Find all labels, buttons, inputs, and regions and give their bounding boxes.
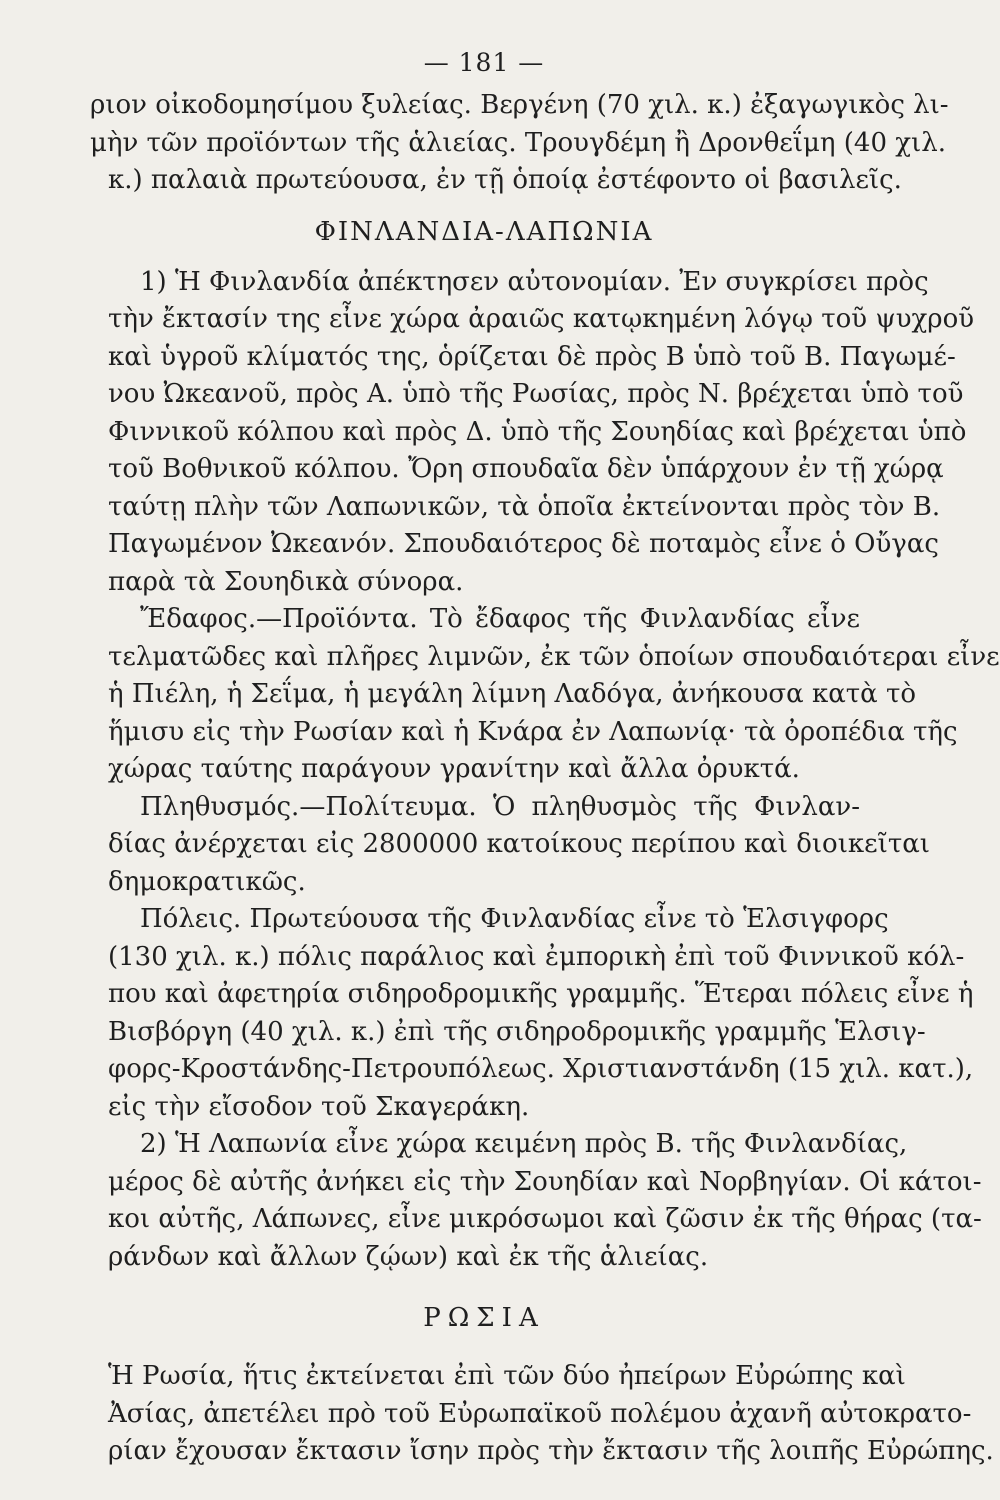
text-line: εἰς τὴν εἴσοδον τοῦ Σκαγεράκη. <box>108 1091 530 1122</box>
text-line: μέρος δὲ αὐτῆς ἀνήκει εἰς τὴν Σουηδίαν καὶ Νορβηγίαν. Οἱ κάτοι- <box>108 1166 982 1197</box>
text-line: ράνδων καὶ ἄλλων ζῴων) καὶ ἐκ τῆς ἁλιείας. <box>108 1241 709 1272</box>
text-line: δίας ἀνέρχεται εἰς 2800000 κατοίκους περίπου καὶ διοικεῖται <box>108 829 930 859</box>
text-line: νου Ὠκεανοῦ, πρὸς Α. ὑπὸ τῆς Ρωσίας, πρὸς Ν. βρέχεται ὑπὸ τοῦ <box>108 379 964 409</box>
text-line: 2) Ἡ Λαπωνία εἶνε χώρα κειμένη πρὸς Β. τῆς Φινλανδίας, <box>140 1129 908 1159</box>
text-line: τελματῶδες καὶ πλῆρες λιμνῶν, ἐκ τῶν ὁποίων σπουδαιότεραι εἶνε <box>108 641 1000 672</box>
section-finland-lapland-body <box>108 264 1000 1277</box>
text-line: χώρας ταύτης παράγουν γρανίτην καὶ ἄλλα ὀρυκτά. <box>108 754 800 784</box>
text-line: κ.) παλαιὰ πρωτεύουσα, ἐν τῇ ὁποίᾳ ἐστέφοντο οἱ βασιλεῖς. <box>108 165 902 195</box>
text-line: που καὶ ἀφετηρία σιδηροδρομικῆς γραμμῆς. Ἕτεραι πόλεις εἶνε ἡ <box>108 979 974 1009</box>
text-line: ἡ Πιέλη, ἡ Σεΐμα, ἡ μεγάλη λίμνη Λαδόγα, ἀνήκουσα κατὰ τὸ <box>108 679 917 709</box>
text-line: Ἡ Ρωσία, ἥτις ἐκτείνεται ἐπὶ τῶν δύο ἠπείρων Εὐρώπης καὶ <box>108 1361 906 1391</box>
text-line: ἥμισυ εἰς τὴν Ρωσίαν καὶ ἡ Κνάρα ἐν Λαπωνίᾳ· τὰ ὀροπέδια τῆς <box>108 716 958 747</box>
section-russia-body <box>108 1358 994 1471</box>
text-line: μὴν τῶν προϊόντων τῆς ἁλιείας. Τρουγδέμη ἢ Δρονθεΐμη (40 χιλ. <box>90 127 946 158</box>
text-line: Παγωμένον Ὠκεανόν. Σπουδαιότερος δὲ ποταμὸς εἶνε ὁ Οὔγας <box>108 529 939 559</box>
text-line: παρὰ τὰ Σουηδικὰ σύνορα. <box>108 566 464 597</box>
text-line: 1) Ἡ Φινλανδία ἀπέκτησεν αὐτονομίαν. Ἐν συγκρίσει πρὸς <box>140 266 929 297</box>
text-line: κοι αὐτῆς, Λάπωνες, εἶνε μικρόσωμοι καὶ ζῶσιν ἐκ τῆς θήρας (τα- <box>108 1204 982 1234</box>
section-heading-finland-lapland: ΦΙΝΛΑΝΔΙΑ-ΛΑΠΩΝΙΑ <box>314 216 654 247</box>
text-line: Ἀσίας, ἀπετέλει πρὸ τοῦ Εὐρωπαϊκοῦ πολέμου ἀχανῆ αὐτοκρατο- <box>108 1398 972 1429</box>
text-line: Φιννικοῦ κόλπου καὶ πρὸς Δ. ὑπὸ τῆς Σουηδίας καὶ βρέχεται ὑπὸ <box>108 416 967 447</box>
text-line: τὴν ἔκτασίν της εἶνε χώρα ἀραιῶς κατῳκημένη λόγῳ τοῦ ψυχροῦ <box>108 304 975 334</box>
section-heading-russia: ΡΩΣΙΑ <box>423 1303 545 1333</box>
text-line: Ἔδαφος.—Προϊόντα. Τὸ ἔδαφος τῆς Φινλανδίας εἶνε <box>140 604 860 634</box>
page-number: — 181 — <box>423 48 545 77</box>
text-line: ρίαν ἔχουσαν ἔκτασιν ἴσην πρὸς τὴν ἔκτασιν τῆς λοιπῆς Εὐρώπης. <box>108 1436 994 1466</box>
text-line: καὶ ὑγροῦ κλίματός της, ὁρίζεται δὲ πρὸς Β ὑπὸ τοῦ Β. Παγωμέ- <box>108 341 956 372</box>
text-line: δημοκρατικῶς. <box>108 866 306 897</box>
text-line: ταύτῃ πλὴν τῶν Λαπωνικῶν, τὰ ὁποῖα ἐκτείνονται πρὸς τὸν Β. <box>108 491 941 522</box>
text-line: (130 χιλ. κ.) πόλις παράλιος καὶ ἐμπορικὴ ἐπὶ τοῦ Φιννικοῦ κόλ- <box>108 941 965 972</box>
text-line: Βισβόργη (40 χιλ. κ.) ἐπὶ τῆς σιδηροδρομικῆς γραμμῆς Ἑλσιγ- <box>108 1016 926 1047</box>
text-line: ριον οἰκοδομησίμου ξυλείας. Βεργένη (70 χιλ. κ.) ἐξαγωγικὸς λι- <box>90 90 949 120</box>
text-line: Πληθυσμός.—Πολίτευμα. Ὁ πληθυσμὸς τῆς Φινλαν- <box>140 791 860 822</box>
text-line: Πόλεις. Πρωτεύουσα τῆς Φινλανδίας εἶνε τὸ Ἑλσιγφορς <box>140 904 889 934</box>
text-line: φορς-Κροστάνδης-Πετρουπόλεως. Χριστιανστάνδη (15 χιλ. κατ.), <box>108 1054 974 1084</box>
paragraph-norway-cities <box>90 87 949 200</box>
text-line: τοῦ Βοθνικοῦ κόλπου. Ὄρη σπουδαῖα δὲν ὑπάρχουν ἐν τῇ χώρᾳ <box>108 454 944 484</box>
